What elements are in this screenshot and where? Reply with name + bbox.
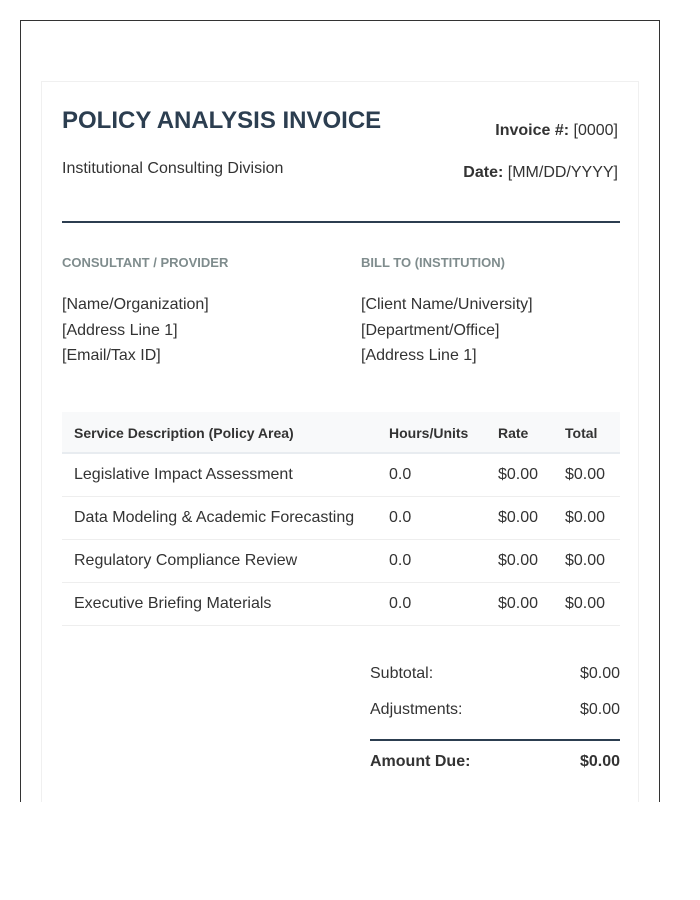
subtotal-row bbox=[370, 655, 620, 691]
bill-to-details bbox=[361, 292, 533, 369]
division-subtitle: Institutional Consulting Division bbox=[62, 160, 284, 177]
cell-rate: $0.00 bbox=[498, 466, 539, 483]
invoice-title: POLICY ANALYSIS INVOICE bbox=[62, 107, 382, 134]
column-header-total: Total bbox=[565, 425, 598, 441]
table-row bbox=[62, 497, 620, 540]
bill-to-line: [Client Name/University] bbox=[361, 296, 533, 313]
cell-description: Legislative Impact Assessment bbox=[74, 466, 293, 483]
cell-hours: 0.0 bbox=[389, 552, 412, 569]
totals-section bbox=[370, 655, 620, 777]
invoice-date-label: Date: bbox=[463, 164, 504, 181]
subtotal-value: $0.00 bbox=[579, 665, 620, 682]
cell-description: Regulatory Compliance Review bbox=[74, 552, 298, 569]
cell-description: Executive Briefing Materials bbox=[74, 595, 272, 612]
provider-line: [Email/Tax ID] bbox=[62, 347, 161, 364]
bill-to-line: [Address Line 1] bbox=[361, 347, 477, 364]
column-header-hours: Hours/Units bbox=[389, 425, 469, 441]
table-row bbox=[62, 540, 620, 583]
amount-due-value: $0.00 bbox=[579, 753, 620, 770]
bill-to-line: [Department/Office] bbox=[361, 321, 500, 339]
cell-hours: 0.0 bbox=[389, 466, 412, 483]
invoice-number-value: [0000] bbox=[573, 122, 618, 139]
provider-line: [Name/Organization] bbox=[62, 296, 209, 313]
cell-rate: $0.00 bbox=[498, 595, 539, 612]
adjustments-label: Adjustments: bbox=[370, 701, 463, 718]
cell-hours: 0.0 bbox=[389, 595, 412, 612]
amount-due-row bbox=[370, 741, 620, 777]
adjustments-row bbox=[370, 691, 620, 727]
invoice-date-value: [MM/DD/YYYY] bbox=[507, 164, 618, 181]
services-table bbox=[62, 412, 620, 626]
cell-total: $0.00 bbox=[565, 552, 606, 569]
column-header-description: Service Description (Policy Area) bbox=[74, 425, 294, 441]
cell-hours: 0.0 bbox=[389, 509, 412, 526]
provider-details bbox=[62, 292, 209, 369]
subtotal-label: Subtotal: bbox=[370, 665, 434, 682]
amount-due-label: Amount Due: bbox=[370, 753, 471, 770]
bill-to-label: BILL TO (INSTITUTION) bbox=[361, 255, 505, 270]
table-header-row bbox=[62, 412, 620, 454]
cell-rate: $0.00 bbox=[498, 552, 539, 569]
table-row bbox=[62, 454, 620, 497]
provider-line: [Address Line 1] bbox=[62, 321, 178, 339]
invoice-document bbox=[41, 81, 639, 802]
invoice-number bbox=[495, 122, 618, 140]
table-row bbox=[62, 583, 620, 626]
cell-total: $0.00 bbox=[565, 509, 606, 526]
cell-total: $0.00 bbox=[565, 466, 606, 483]
invoice-date bbox=[463, 164, 618, 182]
cell-description: Data Modeling & Academic Forecasting bbox=[74, 509, 355, 526]
cell-rate: $0.00 bbox=[498, 509, 539, 526]
provider-label: CONSULTANT / PROVIDER bbox=[62, 255, 229, 270]
header-divider bbox=[62, 221, 620, 223]
invoice-number-label: Invoice #: bbox=[495, 122, 570, 139]
cell-total: $0.00 bbox=[565, 595, 606, 612]
adjustments-value: $0.00 bbox=[579, 701, 620, 718]
column-header-rate: Rate bbox=[498, 425, 529, 441]
